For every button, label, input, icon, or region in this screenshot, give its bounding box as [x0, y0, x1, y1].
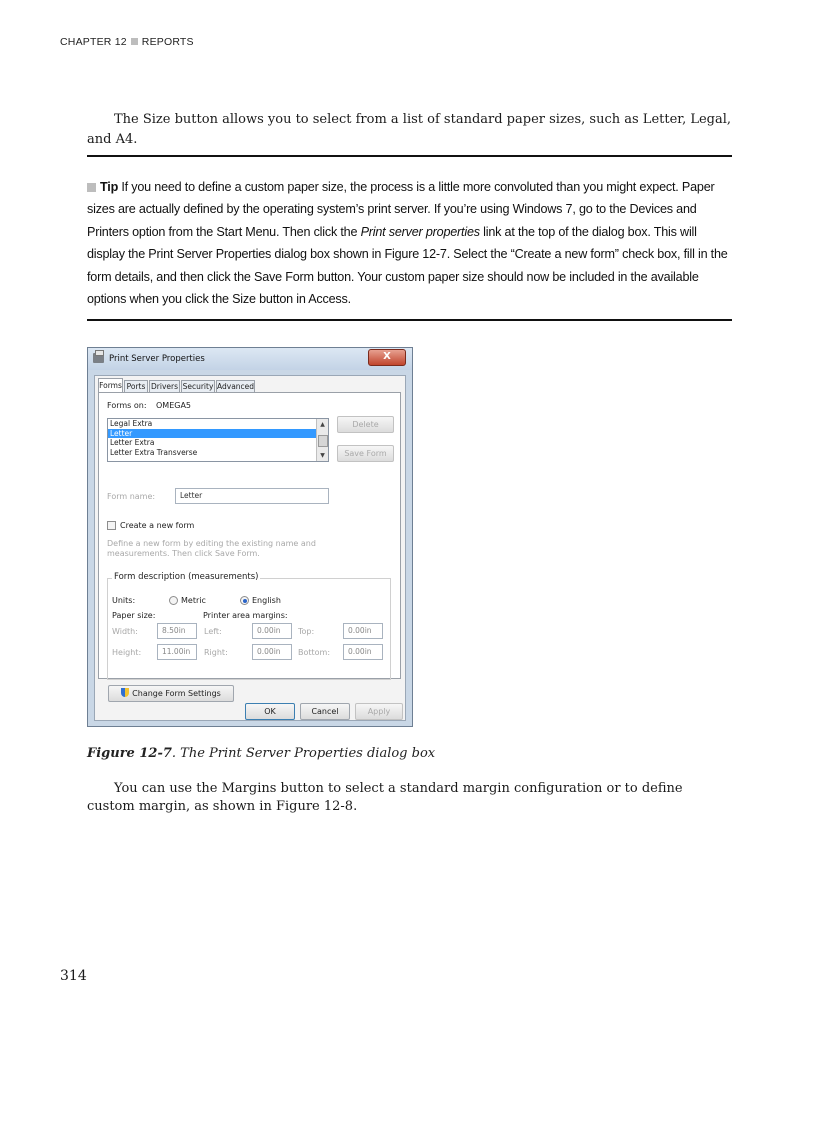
hint-line-2: measurements. Then click Save Form.: [107, 549, 260, 558]
caption-text: . The Print Server Properties dialog box: [171, 746, 436, 761]
print-server-properties-link: Print server properties: [360, 224, 480, 239]
printer-margins-label: Printer area margins:: [203, 611, 288, 620]
print-server-properties-dialog: [87, 347, 413, 727]
body-paragraph: The Size button allows you to select from a list of standard paper sizes, such as Letter, Legal, and A4.: [87, 112, 732, 147]
form-name-input[interactable]: Letter: [175, 488, 329, 504]
close-button[interactable]: X: [368, 349, 406, 366]
tip-box: [87, 176, 732, 310]
forms-on-value: OMEGA5: [156, 401, 192, 410]
height-input[interactable]: 11.00in: [157, 644, 197, 660]
right-label: Right:: [204, 648, 228, 657]
change-form-settings-button[interactable]: [108, 685, 234, 702]
scroll-down-icon[interactable]: ▼: [320, 452, 325, 459]
dialog-body: [94, 375, 406, 721]
bottom-label: Bottom:: [298, 648, 331, 657]
delete-button[interactable]: Delete: [337, 416, 394, 433]
list-item[interactable]: Legal Extra: [110, 419, 153, 428]
forms-tab-page: [98, 392, 401, 679]
width-input[interactable]: 8.50in: [157, 623, 197, 639]
top-label: Top:: [298, 627, 315, 636]
tip-text-end: link at the top of the dialog box. This will display the Print Server Properties dialog box shown in Figure 12-7. Select the “Create a new form” check box, fill in the form details, and then click the Save Form button. Your custom paper size should now be included in the available options when you click the Size button in Access.: [87, 224, 728, 307]
tab-drivers[interactable]: Drivers: [151, 382, 178, 391]
figure-caption: [87, 746, 435, 761]
metric-label: Metric: [181, 596, 206, 605]
tip-top-rule: [87, 155, 732, 157]
right-input[interactable]: 0.00in: [252, 644, 292, 660]
tab-ports[interactable]: Ports: [124, 380, 148, 392]
change-form-settings-label: Change Form Settings: [132, 689, 221, 698]
uac-shield-icon: [121, 688, 129, 697]
printer-icon: [93, 353, 104, 363]
body-paragraph-2: You can use the Margins button to select a standard margin configuration or to define custom margin, as shown in Figure 12-8.: [87, 781, 683, 814]
tab-security[interactable]: Security: [182, 382, 214, 391]
left-label: Left:: [204, 627, 222, 636]
paper-size-label: Paper size:: [112, 611, 156, 620]
create-new-form-label: Create a new form: [120, 521, 195, 530]
cancel-button[interactable]: Cancel: [300, 703, 350, 720]
chapter-label: CHAPTER 12: [60, 36, 127, 48]
form-name-label: Form name:: [107, 492, 156, 501]
save-form-button[interactable]: Save Form: [337, 445, 394, 462]
list-scrollbar[interactable]: [316, 419, 328, 461]
list-item[interactable]: Letter Extra Transverse: [110, 447, 198, 457]
top-input[interactable]: 0.00in: [343, 623, 383, 639]
apply-button[interactable]: Apply: [355, 703, 403, 720]
dialog-title: Print Server Properties: [109, 354, 205, 364]
scroll-up-icon[interactable]: ▲: [320, 421, 325, 428]
hint-line-1: Define a new form by editing the existing name and: [107, 539, 316, 548]
bottom-input[interactable]: 0.00in: [343, 644, 383, 660]
list-item-selected[interactable]: Letter: [108, 429, 318, 439]
width-label: Width:: [112, 627, 138, 636]
tip-label: Tip: [100, 180, 119, 194]
forms-list[interactable]: [107, 418, 329, 462]
metric-radio[interactable]: [169, 596, 178, 605]
square-bullet-icon: [87, 183, 96, 192]
running-header: [60, 36, 194, 48]
left-input[interactable]: 0.00in: [252, 623, 292, 639]
tip-text: If you need to define a custom paper size, the process is a little more convoluted than you might expect. Paper sizes are actually defined by the operating system’s print server. If you’re using Windows 7, go to the Devices and Printers option from the Start Menu. Then click the: [87, 180, 715, 239]
list-item[interactable]: Letter Extra: [110, 438, 155, 447]
create-new-form-checkbox[interactable]: [107, 521, 116, 530]
scroll-thumb[interactable]: [318, 435, 328, 447]
tab-advanced[interactable]: Advanced: [217, 382, 255, 391]
forms-on-label: Forms on:: [107, 401, 147, 410]
tip-bottom-rule: [87, 319, 732, 321]
square-bullet-icon: [131, 38, 138, 45]
english-radio[interactable]: [240, 596, 249, 605]
page-number: 314: [60, 968, 87, 984]
dialog-titlebar: [88, 348, 412, 370]
tab-forms[interactable]: Forms: [98, 378, 123, 393]
ok-button[interactable]: OK: [245, 703, 295, 720]
english-label: English: [252, 596, 281, 605]
height-label: Height:: [112, 648, 142, 657]
figure-number: Figure 12-7: [87, 746, 172, 761]
form-description-group: [107, 572, 391, 680]
section-label: REPORTS: [141, 36, 194, 48]
units-label: Units:: [112, 596, 136, 605]
group-title: Form description (measurements): [114, 572, 259, 582]
